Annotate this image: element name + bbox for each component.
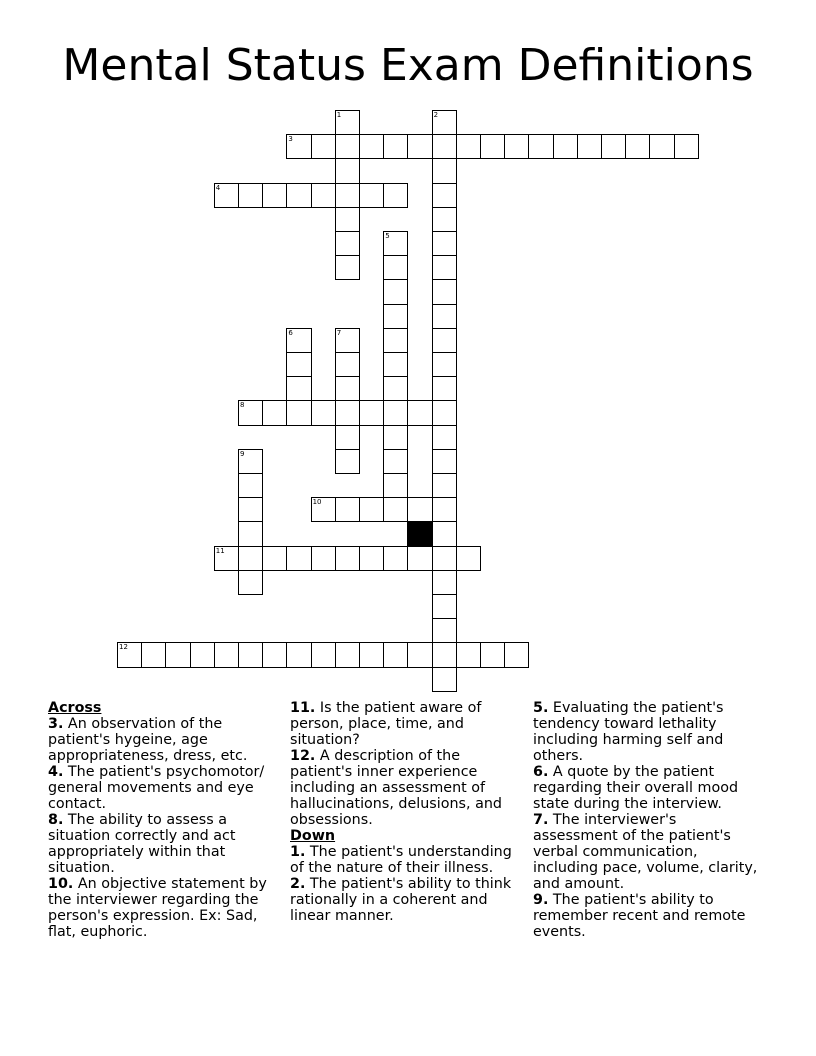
grid-cell[interactable] <box>359 400 384 425</box>
grid-cell[interactable] <box>383 352 408 377</box>
grid-cell[interactable] <box>335 207 360 232</box>
grid-cell[interactable] <box>286 400 311 425</box>
clue-number: 5 <box>385 232 390 240</box>
grid-cell[interactable] <box>286 328 311 353</box>
grid-cell[interactable] <box>383 546 408 571</box>
down-heading: Down <box>290 828 336 844</box>
grid-cell[interactable] <box>335 352 360 377</box>
across-heading: Across <box>48 700 102 716</box>
clue-number: 4 <box>215 183 221 192</box>
grid-cell[interactable] <box>214 642 239 667</box>
grid-cell[interactable] <box>335 376 360 401</box>
grid-cell[interactable] <box>311 400 336 425</box>
grid-cell[interactable] <box>383 304 408 329</box>
grid-cell[interactable] <box>432 279 457 304</box>
grid-cell[interactable] <box>262 546 287 571</box>
grid-cell[interactable] <box>383 328 408 353</box>
grid-cell[interactable] <box>577 134 602 159</box>
clue-down-2: 2. The patient's ability to think rationally in a coherent and linear manner. <box>290 876 512 924</box>
grid-cell[interactable] <box>335 328 360 353</box>
grid-cell[interactable] <box>335 255 360 280</box>
grid-cell[interactable] <box>238 497 263 522</box>
grid-cell[interactable] <box>335 183 360 208</box>
grid-cell[interactable] <box>238 521 263 546</box>
grid-cell[interactable] <box>432 473 457 498</box>
grid-cell[interactable] <box>383 231 408 256</box>
grid-cell[interactable] <box>674 134 699 159</box>
grid-cell[interactable] <box>456 642 481 667</box>
clues-column-3 <box>533 700 765 940</box>
grid-cell[interactable] <box>335 134 360 159</box>
grid-cell[interactable] <box>383 255 408 280</box>
grid-cell[interactable] <box>432 158 457 183</box>
clue-across-4: 4. The patient's psychomotor/ general movements and eye contact. <box>48 764 265 812</box>
grid-cell[interactable] <box>335 497 360 522</box>
grid-cell[interactable] <box>456 134 481 159</box>
grid-cell[interactable] <box>165 642 190 667</box>
grid-cell[interactable] <box>214 546 239 571</box>
grid-cell[interactable] <box>432 110 457 135</box>
clue-across-8: 8. The ability to assess a situation correctly and act appropriately within that situation. <box>48 812 236 876</box>
grid-cell[interactable] <box>335 110 360 135</box>
clue-across-11: 11. Is the patient aware of person, place, time, and situation? <box>290 700 482 748</box>
grid-cell[interactable] <box>238 400 263 425</box>
grid-cell[interactable] <box>407 642 432 667</box>
clue-down-7: 7. The interviewer's assessment of the patient's verbal communication, including pace, volume, clarity, and amount. <box>533 812 758 892</box>
grid-cell[interactable] <box>480 642 505 667</box>
grid-cell[interactable] <box>432 618 457 643</box>
grid-cell[interactable] <box>432 255 457 280</box>
clue-across-10: 10. An objective statement by the interviewer regarding the person's expression. Ex: Sad, flat, euphoric. <box>48 876 267 940</box>
grid-cell[interactable] <box>190 642 215 667</box>
grid-cell[interactable] <box>407 497 432 522</box>
grid-cell[interactable] <box>286 376 311 401</box>
grid-cell[interactable] <box>383 400 408 425</box>
grid-cell[interactable] <box>432 425 457 450</box>
grid-cell[interactable] <box>335 400 360 425</box>
grid-cell[interactable] <box>335 158 360 183</box>
grid-cell[interactable] <box>359 134 384 159</box>
grid-cell[interactable] <box>432 328 457 353</box>
grid-cell[interactable] <box>407 400 432 425</box>
clue-number: 9 <box>240 449 245 458</box>
grid-cell[interactable] <box>456 546 481 571</box>
grid-cell[interactable] <box>359 183 384 208</box>
grid-cell[interactable] <box>238 570 263 595</box>
grid-cell[interactable] <box>359 497 384 522</box>
grid-cell[interactable] <box>286 546 311 571</box>
clue-down-6: 6. A quote by the patient regarding their overall mood state during the interview. <box>533 764 739 812</box>
grid-cell[interactable] <box>335 449 360 474</box>
grid-cell[interactable] <box>335 231 360 256</box>
grid-cell[interactable] <box>432 183 457 208</box>
grid-cell[interactable] <box>286 642 311 667</box>
grid-cell[interactable] <box>528 134 553 159</box>
grid-cell[interactable] <box>383 642 408 667</box>
clues-column-1 <box>48 700 280 940</box>
clue-number: 3 <box>288 135 293 144</box>
grid-cell[interactable] <box>407 134 432 159</box>
grid-cell[interactable] <box>601 134 626 159</box>
grid-cell[interactable] <box>432 497 457 522</box>
grid-cell[interactable] <box>504 642 529 667</box>
grid-cell[interactable] <box>311 497 336 522</box>
grid-cell[interactable] <box>359 642 384 667</box>
clue-number: 6 <box>288 328 293 337</box>
grid-cell[interactable] <box>432 207 457 232</box>
grid-cell[interactable] <box>383 497 408 522</box>
grid-cell[interactable] <box>286 352 311 377</box>
clue-number: 7 <box>336 328 342 337</box>
grid-cell[interactable] <box>238 473 263 498</box>
clue-down-9: 9. The patient's ability to remember recent and remote events. <box>533 892 746 940</box>
grid-cell[interactable] <box>432 400 457 425</box>
grid-cell[interactable] <box>432 594 457 619</box>
clue-across-3: 3. An observation of the patient's hygeine, age appropriateness, dress, etc. <box>48 716 248 764</box>
grid-cell[interactable] <box>383 449 408 474</box>
grid-cell[interactable] <box>383 134 408 159</box>
clue-number: 12 <box>119 643 128 652</box>
clues-column-2 <box>290 700 522 924</box>
clue-number: 8 <box>240 401 245 410</box>
grid-cell[interactable] <box>262 400 287 425</box>
grid-cell[interactable] <box>262 183 287 208</box>
grid-cell[interactable] <box>311 642 336 667</box>
grid-cell[interactable] <box>141 642 166 667</box>
grid-cell[interactable] <box>432 642 457 667</box>
clue-number: 2 <box>433 111 439 119</box>
clue-number: 11 <box>215 546 225 555</box>
grid-cell[interactable] <box>432 667 457 692</box>
clue-number: 1 <box>336 111 342 119</box>
grid-cell[interactable] <box>286 183 311 208</box>
grid-cell[interactable] <box>117 642 142 667</box>
puzzle-title: Mental Status Exam Definitions <box>62 40 754 91</box>
grid-cell[interactable] <box>625 134 650 159</box>
grid-cell[interactable] <box>238 449 263 474</box>
grid-black-cell <box>407 521 432 546</box>
grid-cell[interactable] <box>432 231 457 256</box>
grid-cell[interactable] <box>432 376 457 401</box>
grid-cell[interactable] <box>432 304 457 329</box>
grid-cell[interactable] <box>311 183 336 208</box>
grid-cell[interactable] <box>286 134 311 159</box>
grid-cell[interactable] <box>383 183 408 208</box>
grid-cell[interactable] <box>432 352 457 377</box>
grid-cell[interactable] <box>359 546 384 571</box>
grid-cell[interactable] <box>432 134 457 159</box>
grid-cell[interactable] <box>383 376 408 401</box>
grid-cell[interactable] <box>480 134 505 159</box>
grid-cell[interactable] <box>553 134 578 159</box>
grid-cell[interactable] <box>432 449 457 474</box>
grid-cell[interactable] <box>238 183 263 208</box>
grid-cell[interactable] <box>311 134 336 159</box>
grid-cell[interactable] <box>214 183 239 208</box>
grid-cell[interactable] <box>238 546 263 571</box>
grid-cell[interactable] <box>432 546 457 571</box>
grid-cell[interactable] <box>335 425 360 450</box>
clue-number: 10 <box>312 498 322 507</box>
grid-cell[interactable] <box>649 134 674 159</box>
grid-cell[interactable] <box>504 134 529 159</box>
grid-cell[interactable] <box>311 546 336 571</box>
grid-cell[interactable] <box>335 642 360 667</box>
grid-cell[interactable] <box>383 279 408 304</box>
grid-cell[interactable] <box>383 425 408 450</box>
grid-cell[interactable] <box>335 546 360 571</box>
grid-cell[interactable] <box>238 642 263 667</box>
clue-down-5: 5. Evaluating the patient's tendency toward lethality including harming self and others. <box>533 700 724 764</box>
grid-cell[interactable] <box>262 642 287 667</box>
clue-across-12: 12. A description of the patient's inner experience including an assessment of hallucinations, delusions, and obsessions. <box>290 748 502 828</box>
grid-cell[interactable] <box>432 570 457 595</box>
grid-cell[interactable] <box>407 546 432 571</box>
clue-down-1: 1. The patient's understanding of the nature of their illness. <box>290 844 512 876</box>
grid-cell[interactable] <box>383 473 408 498</box>
grid-cell[interactable] <box>432 521 457 546</box>
